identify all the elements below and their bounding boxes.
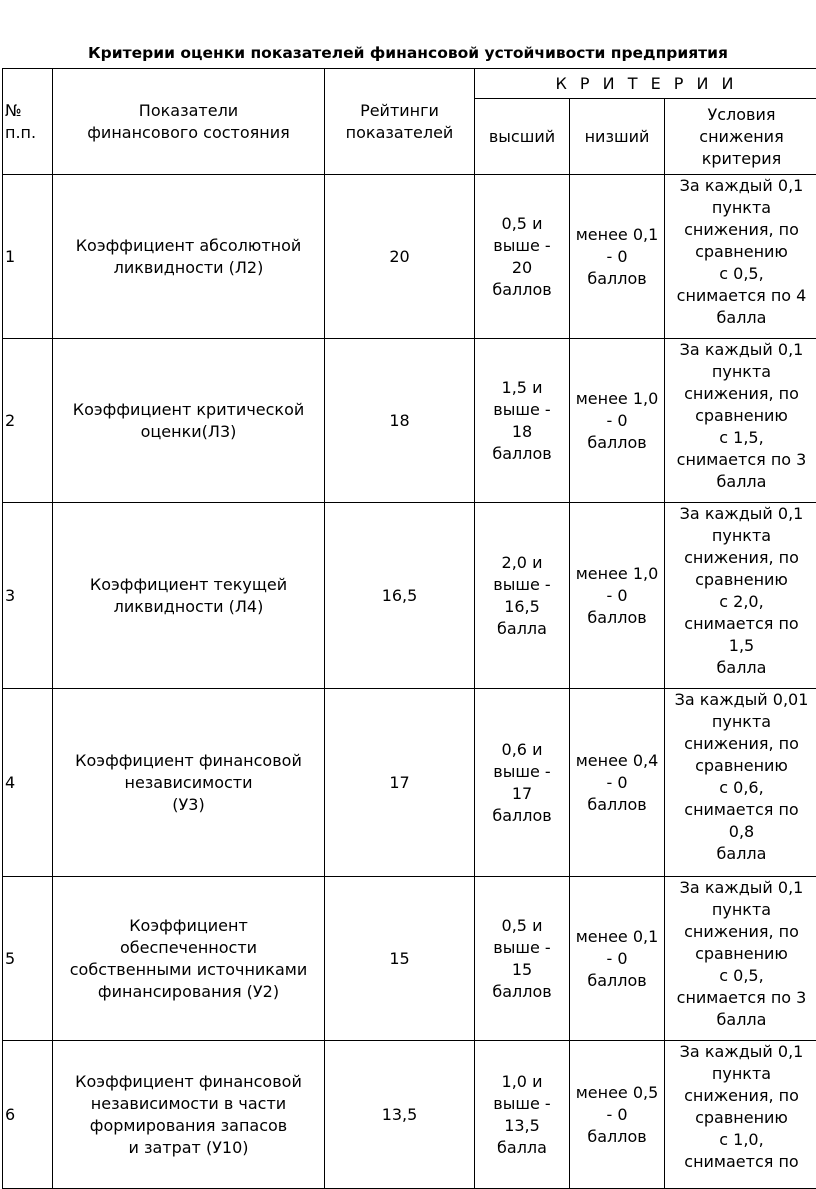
row-lowest: менее 1,0 - 0 баллов bbox=[570, 503, 665, 689]
table-row bbox=[3, 689, 816, 877]
page-title: Критерии оценки показателей финансовой устойчивости предприятия bbox=[0, 44, 816, 62]
row-indicator: Коэффициент финансовой независимости в части формирования запасов и затрат (У10) bbox=[53, 1041, 325, 1189]
row-highest: 1,0 и выше - 13,5 балла bbox=[475, 1041, 570, 1189]
row-highest: 0,6 и выше - 17 баллов bbox=[475, 689, 570, 877]
row-lowest: менее 0,4 - 0 баллов bbox=[570, 689, 665, 877]
row-highest: 2,0 и выше - 16,5 балла bbox=[475, 503, 570, 689]
table-row bbox=[3, 503, 816, 689]
row-number: 1 bbox=[3, 175, 53, 339]
criteria-table bbox=[2, 68, 816, 1189]
row-lowest: менее 0,5 - 0 баллов bbox=[570, 1041, 665, 1189]
row-number: 4 bbox=[3, 689, 53, 877]
row-indicator: Коэффициент текущей ликвидности (Л4) bbox=[53, 503, 325, 689]
row-rating: 16,5 bbox=[325, 503, 475, 689]
header-conditions: Условия снижения критерия bbox=[665, 99, 816, 175]
header-lowest: низший bbox=[570, 99, 665, 175]
row-rating: 17 bbox=[325, 689, 475, 877]
header-ratings: Рейтинги показателей bbox=[325, 69, 475, 175]
row-condition: За каждый 0,01 пункта снижения, по сравнению с 0,6, снимается по 0,8 балла bbox=[665, 689, 816, 877]
row-number: 2 bbox=[3, 339, 53, 503]
row-rating: 20 bbox=[325, 175, 475, 339]
row-highest: 0,5 и выше - 20 баллов bbox=[475, 175, 570, 339]
table-header-row bbox=[3, 69, 816, 99]
table-row bbox=[3, 1041, 816, 1189]
row-indicator: Коэффициент обеспеченности собственными источниками финансирования (У2) bbox=[53, 877, 325, 1041]
table-row bbox=[3, 175, 816, 339]
header-indicators: Показатели финансового состояния bbox=[53, 69, 325, 175]
row-condition: За каждый 0,1 пункта снижения, по сравнению с 1,5, снимается по 3 балла bbox=[665, 339, 816, 503]
row-rating: 13,5 bbox=[325, 1041, 475, 1189]
row-condition: За каждый 0,1 пункта снижения, по сравнению с 2,0, снимается по 1,5 балла bbox=[665, 503, 816, 689]
row-lowest: менее 0,1 - 0 баллов bbox=[570, 877, 665, 1041]
row-lowest: менее 1,0 - 0 баллов bbox=[570, 339, 665, 503]
table-row bbox=[3, 339, 816, 503]
header-criteria: К Р И Т Е Р И И bbox=[475, 69, 816, 99]
row-lowest: менее 0,1 - 0 баллов bbox=[570, 175, 665, 339]
row-condition: За каждый 0,1 пункта снижения, по сравнению с 0,5, снимается по 3 балла bbox=[665, 877, 816, 1041]
header-num: № п.п. bbox=[3, 69, 53, 175]
row-number: 5 bbox=[3, 877, 53, 1041]
table-row bbox=[3, 877, 816, 1041]
row-indicator: Коэффициент абсолютной ликвидности (Л2) bbox=[53, 175, 325, 339]
row-number: 3 bbox=[3, 503, 53, 689]
row-number: 6 bbox=[3, 1041, 53, 1189]
row-rating: 18 bbox=[325, 339, 475, 503]
row-highest: 1,5 и выше - 18 баллов bbox=[475, 339, 570, 503]
row-indicator: Коэффициент критической оценки(Л3) bbox=[53, 339, 325, 503]
row-condition: За каждый 0,1 пункта снижения, по сравнению с 0,5, снимается по 4 балла bbox=[665, 175, 816, 339]
row-indicator: Коэффициент финансовой независимости (У3) bbox=[53, 689, 325, 877]
row-condition: За каждый 0,1 пункта снижения, по сравнению с 1,0, снимается по bbox=[665, 1041, 816, 1189]
row-rating: 15 bbox=[325, 877, 475, 1041]
row-highest: 0,5 и выше - 15 баллов bbox=[475, 877, 570, 1041]
header-highest: высший bbox=[475, 99, 570, 175]
